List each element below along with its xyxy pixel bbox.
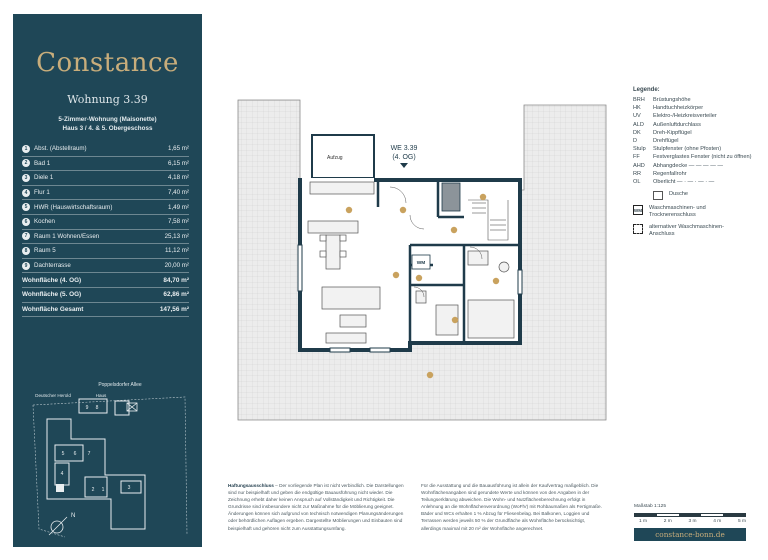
- floor-label: (4. OG): [392, 154, 416, 161]
- room-row: [22, 142, 189, 157]
- legend-abbr: D: [633, 138, 638, 145]
- floor-plan-drawing: [230, 95, 630, 430]
- block-number: 7: [87, 451, 91, 457]
- floor-plan: [230, 95, 630, 430]
- room-name: Diele 1: [34, 174, 54, 182]
- total-row: [22, 303, 189, 318]
- legend-item: [633, 170, 763, 178]
- legend-abbr: OL: [633, 178, 641, 185]
- room-area: 6,15 m²: [168, 159, 189, 167]
- legend-abbr: DK: [633, 129, 641, 136]
- room-marker-6: [346, 207, 352, 213]
- room-number-badge: 9: [22, 262, 30, 270]
- total-area: 84,70 m²: [163, 276, 189, 284]
- total-row: [22, 288, 189, 303]
- room-row: [22, 200, 189, 215]
- legend-item: [633, 112, 763, 120]
- legend-abbr: UV: [633, 113, 641, 120]
- room-number-badge: 5: [22, 203, 30, 211]
- info-panel: [13, 14, 202, 547]
- legend-abbr: AHD: [633, 162, 645, 169]
- disclaimer-right: Für die Ausstattung und die Bauausführung ist allein der Kaufvertrag maßgeblich. Die Wohnflächenangaben sind gerundete Werte und können von den Angaben in der Teilungserklärung abweichen. Die Wohn- und Nutzflächenberechnung erfolgt in Anlehnung an die Wohnflächenverordnung (WoFlV) mit Rohbaumaßen als Fertigmaße. Bäder und WCs erhalten 1 % Abzug für Fliesenbelag. Bei Balkonen, Loggien und Terrassen werden jeweils 50 % der Grundfläche als Wohnfläche berücksichtigt, allerdings maximal mit 20 m² der Wohnfläche angerechnet.: [421, 483, 602, 531]
- site-plan: [25, 379, 190, 539]
- legend-text: Dreh-Kippflügel: [653, 129, 692, 136]
- scale-ticks: [634, 519, 746, 524]
- unit-title: Wohnung 3.39: [67, 93, 148, 106]
- total-area: 147,56 m²: [159, 305, 189, 313]
- legend-alt-wm: [633, 224, 763, 238]
- room-area: 1,49 m²: [168, 203, 189, 211]
- legend-shower: [653, 191, 763, 200]
- legend-text: Regenfallrohr: [653, 170, 687, 177]
- scale-graphic: [634, 513, 746, 517]
- legend-text: Außenluftdurchlass: [653, 121, 701, 128]
- legend-text: Elektro-/Heizkreisverteiler: [653, 113, 717, 120]
- room-number-badge: 1: [22, 145, 30, 153]
- scale-tick: 2 m: [663, 518, 672, 524]
- block-number: 1: [101, 487, 105, 493]
- alt-wm-text: alternativer Waschmaschinen-Anschluss: [649, 224, 725, 238]
- disclaimer-left: [228, 482, 410, 532]
- room-name: HWR (Hauswirtschaftsraum): [34, 203, 113, 211]
- room-number-badge: 7: [22, 232, 30, 240]
- elevator-label: Aufzug: [327, 155, 343, 161]
- room-marker-4: [451, 227, 457, 233]
- room-row: [22, 215, 189, 230]
- room-marker-9: [427, 372, 433, 378]
- unit-type: 5-Zimmer-Wohnung (Maisonette): [58, 116, 157, 123]
- legend-item: [633, 121, 763, 129]
- scale-tick: 5 m: [738, 518, 746, 524]
- alt-wm-icon: [633, 224, 643, 234]
- legend-abbr: HK: [633, 105, 641, 112]
- entrance-arrow-icon: [400, 163, 408, 168]
- room-name: Raum 5: [34, 247, 56, 255]
- room-name: Raum 1 Wohnen/Essen: [34, 232, 100, 240]
- room-name: Abst. (Abstellraum): [34, 145, 87, 153]
- shower-icon: [653, 191, 663, 200]
- room-name: Flur 1: [34, 189, 50, 197]
- north-label: N: [71, 513, 76, 519]
- room-name: Bad 1: [34, 159, 51, 167]
- legend-text: Festverglastes Fenster (nicht zu öffnen): [653, 154, 752, 161]
- scale-tick: 4 m: [713, 518, 722, 524]
- room-number-badge: 3: [22, 174, 30, 182]
- legend-text: Brüstungshöhe: [653, 97, 691, 104]
- room-area: 1,65 m²: [168, 145, 189, 153]
- north-arrow-icon: [49, 517, 67, 535]
- room-name: Kochen: [34, 218, 55, 226]
- room-row: [22, 157, 189, 172]
- room-row: [22, 186, 189, 201]
- disclaimer-title: Haftungsausschluss: [228, 483, 274, 488]
- scale-label: Maßstab 1:125: [634, 504, 666, 509]
- room-number-badge: 8: [22, 247, 30, 255]
- room-marker-2: [452, 317, 458, 323]
- elevator-shaft: [312, 135, 374, 178]
- room-row: [22, 171, 189, 186]
- scale-tick: 1 m: [639, 518, 647, 524]
- room-area: 20,00 m²: [164, 262, 189, 270]
- unit-location: Haus 3 / 4. & 5. Obergeschoss: [62, 125, 153, 132]
- room-area: 4,18 m²: [168, 174, 189, 182]
- room-area: 7,58 m²: [168, 218, 189, 226]
- wm-text: Waschmaschinen- und Trocknerenschluss: [649, 205, 706, 219]
- room-row: [22, 230, 189, 245]
- room-area: 25,13 m²: [164, 232, 189, 240]
- unit-label: WE 3.39: [390, 145, 418, 152]
- shower-label: Dusche: [669, 191, 688, 198]
- block-number: 3: [127, 485, 131, 491]
- brand-title: Constance: [36, 48, 179, 78]
- legend-item: [633, 129, 763, 137]
- legend-abbr: RR: [633, 170, 642, 177]
- room-marker-8: [493, 278, 499, 284]
- block-number: 6: [73, 451, 77, 457]
- room-marker-5: [416, 275, 422, 281]
- room-number-badge: 2: [22, 159, 30, 167]
- legend-text: Handtuchheizkörper: [653, 105, 704, 112]
- disclaimer-left-text: – Der vorliegende Plan ist nicht verbindlich. Die Darstellungen sind nur beispielhaft und geben die endgültige Bauausführung nicht wieder. Die Zeichnung erhebt daher keinen Anspruch auf Vollständigkeit und Richtigkeit. Die Grundrisse sind insbesondere nicht zur Maßnahme für die Möblierung geeignet. Änderungen können sich aufgrund von technisch notwendigen Planungsänderungen oder behördlichen Auflagen ergeben. Dargestellte Möblierungen und Einbauten sind beispielhaft und gehören nicht zum Ausstattungsumfang.: [228, 483, 404, 531]
- legend-text: Drehflügel: [653, 138, 679, 145]
- total-row: [22, 273, 189, 288]
- block-number: 2: [91, 487, 95, 493]
- legend-text: Abhangdecke — — — — —: [653, 162, 723, 169]
- wm-marker: WM: [416, 261, 426, 266]
- room-table: [22, 142, 189, 317]
- room-marker-7: [393, 272, 399, 278]
- room-area: 11,12 m²: [165, 247, 189, 255]
- legend-item: [633, 137, 763, 145]
- room-marker-1: [480, 194, 486, 200]
- site-plan-drawing: [25, 379, 190, 539]
- legend-abbr: FF: [633, 154, 640, 161]
- website-link[interactable]: constance-bonn.de: [634, 528, 746, 541]
- room-name: Dachterrasse: [34, 262, 71, 270]
- neighbor-label: Deutscher Herold: [35, 393, 71, 398]
- legend-title: Legende:: [633, 87, 660, 93]
- room-row: [22, 259, 189, 274]
- block-number: 4: [60, 471, 64, 477]
- block-number: 8: [95, 405, 99, 411]
- legend-text: Oberlicht — · — · — · —: [653, 178, 715, 185]
- legend-abbr: Stulp: [633, 146, 646, 153]
- total-name: Wohnfläche Gesamt: [22, 305, 84, 313]
- room-number-badge: 6: [22, 218, 30, 226]
- house-label: Haus: [95, 393, 107, 398]
- total-name: Wohnfläche (5. OG): [22, 291, 82, 299]
- room-area: 7,40 m²: [168, 189, 189, 197]
- legend-text: Stulpfenster (ohne Pfosten): [653, 146, 722, 153]
- street-label: Poppelsdorfer Allee: [98, 382, 142, 388]
- legend: [633, 87, 763, 238]
- room-number-badge: 4: [22, 189, 30, 197]
- legend-item: [633, 145, 763, 153]
- room-row: [22, 244, 189, 259]
- room-marker-3: [400, 207, 406, 213]
- legend-abbr: ALD: [633, 121, 644, 128]
- block-number: 9: [85, 405, 89, 411]
- legend-abbr: BRH: [633, 97, 645, 104]
- scale-tick: 3 m: [688, 518, 697, 524]
- legend-item: [633, 96, 763, 104]
- block-number: 5: [61, 451, 65, 457]
- total-area: 62,86 m²: [163, 291, 189, 299]
- legend-item: [633, 104, 763, 112]
- total-name: Wohnfläche (4. OG): [22, 276, 82, 284]
- legend-wm: [633, 205, 763, 219]
- legend-item: [633, 178, 763, 186]
- scale-bar: [634, 504, 746, 524]
- wm-icon: WM: [633, 205, 643, 215]
- legend-item: [633, 162, 763, 170]
- legend-item: [633, 153, 763, 161]
